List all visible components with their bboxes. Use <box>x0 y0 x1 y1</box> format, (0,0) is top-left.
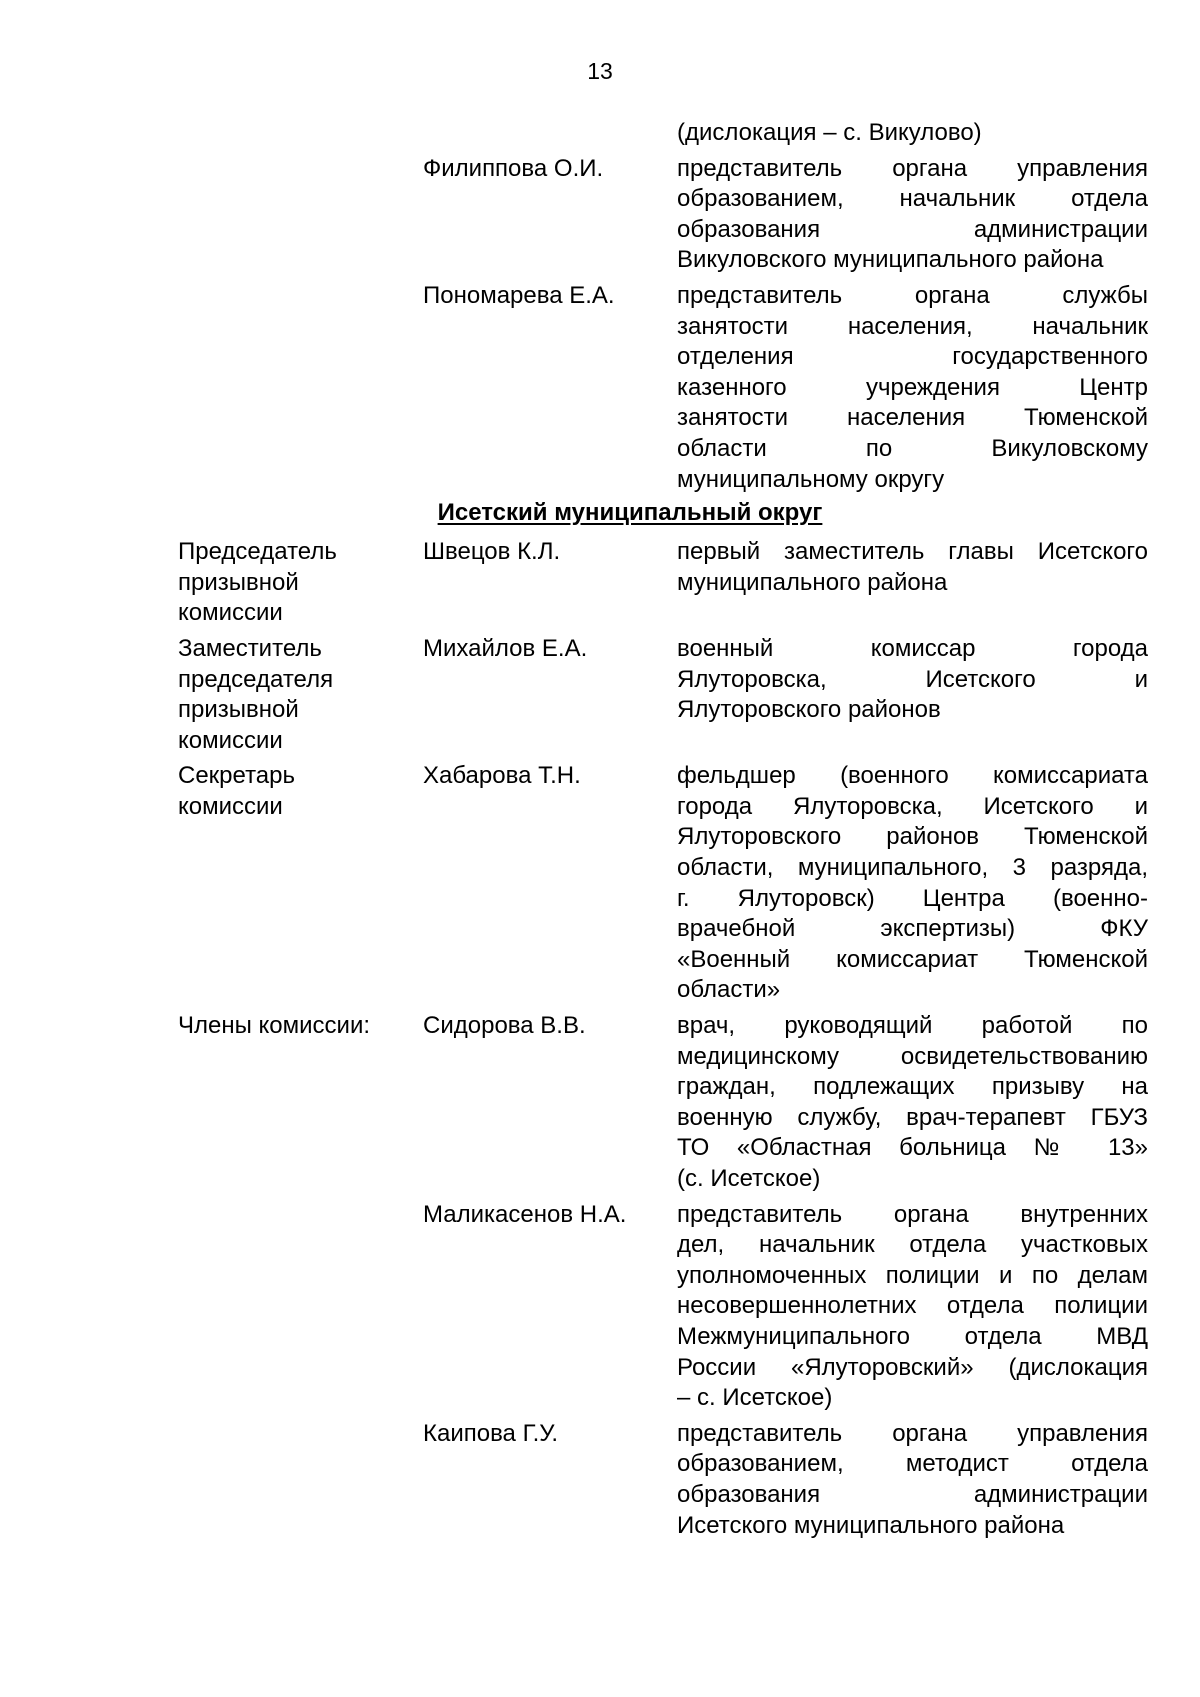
role-line: комиссии <box>178 599 283 627</box>
member-description <box>677 1200 1148 1414</box>
description-line: занятости населения, начальник <box>677 312 1148 340</box>
description-line: г. Ялуторовск) Центра (военно- <box>677 884 1148 912</box>
member-row-secretary <box>0 761 1200 1006</box>
section-title: Исетский муниципальный округ <box>437 499 823 527</box>
description-line: области» <box>677 976 781 1004</box>
description-line: Ялуторовского районов Тюменской <box>677 823 1148 851</box>
description-line: Викуловского муниципального района <box>677 246 1104 274</box>
description-line: военную службу, врач-терапевт ГБУЗ <box>677 1103 1148 1131</box>
member-description <box>677 537 1148 629</box>
description-line: образованием, методист отдела <box>677 1450 1148 1478</box>
description-line: (с. Исетское) <box>677 1165 821 1192</box>
member-row-sidorova <box>0 1011 1200 1195</box>
description-line: образования администрации <box>677 215 1148 243</box>
description-line: – с. Исетское) <box>677 1384 833 1412</box>
member-description <box>677 1419 1148 1541</box>
description-line: отделения государственного <box>677 343 1148 371</box>
page-content <box>0 118 1200 1541</box>
role-line: комиссии <box>178 792 283 820</box>
description-line: области, муниципального, 3 разряда, <box>677 854 1148 882</box>
description-line: дел, начальник отдела участковых <box>677 1231 1148 1259</box>
member-description <box>677 1011 1148 1195</box>
description-line: первый заместитель главы Исетского <box>677 538 1148 566</box>
role-line: Члены комиссии: <box>178 1012 371 1040</box>
description-line: уполномоченных полиции и по делам <box>677 1261 1148 1289</box>
member-row-kaipova <box>0 1419 1200 1541</box>
role-line: председателя <box>178 665 334 693</box>
description-line: образованием, начальник отдела <box>677 185 1148 213</box>
description-line: муниципального района <box>677 568 948 596</box>
description-line: врачебной экспертизы) ФКУ <box>677 915 1148 943</box>
description-line: Ялуторовска, Исетского и <box>677 665 1148 693</box>
role-line: Заместитель <box>178 634 322 662</box>
description-line: России «Ялуторовский» (дислокация <box>677 1353 1148 1381</box>
member-name: Маликасенов Н.А. <box>423 1200 627 1228</box>
member-description <box>677 281 1148 495</box>
member-role <box>178 634 418 756</box>
member-row-malikasenov <box>0 1200 1200 1414</box>
description-line: несовершеннолетних отдела полиции <box>677 1292 1148 1320</box>
member-description <box>677 118 1148 149</box>
member-name: Филиппова О.И. <box>423 154 604 182</box>
description-line: врач, руководящий работой по <box>677 1012 1148 1040</box>
description-line: области по Викуловскому <box>677 434 1148 462</box>
member-row-continuation <box>0 118 1200 149</box>
member-name: Пономарева Е.А. <box>423 281 615 309</box>
member-name: Швецов К.Л. <box>423 538 561 566</box>
member-row-chairman <box>0 537 1200 629</box>
description-line: занятости населения Тюменской <box>677 404 1148 432</box>
member-name: Михайлов Е.А. <box>423 634 588 662</box>
description-line: города Ялуторовска, Исетского и <box>677 792 1148 820</box>
description-line: образования администрации <box>677 1480 1148 1508</box>
description-line: ТО «Областная больница № 13» <box>677 1134 1148 1162</box>
description-line: «Военный комиссариат Тюменской <box>677 945 1148 973</box>
description-line: Ялуторовского районов <box>677 696 941 724</box>
description-line: (дислокация – с. Викулово) <box>677 119 982 146</box>
role-line: Председатель <box>178 538 337 566</box>
member-description <box>677 634 1148 756</box>
description-line: казенного учреждения Центр <box>677 373 1148 401</box>
description-line: медицинскому освидетельствованию <box>677 1042 1148 1070</box>
description-line: представитель органа управления <box>677 154 1148 182</box>
role-line: Секретарь <box>178 762 295 790</box>
description-line: Межмуниципального отдела МВД <box>677 1322 1148 1350</box>
description-line: представитель органа внутренних <box>677 1200 1148 1228</box>
member-row-deputy <box>0 634 1200 756</box>
description-line: муниципальному округу <box>677 465 945 493</box>
member-role <box>178 1011 418 1042</box>
member-role <box>178 537 418 629</box>
description-line: военный комиссар города <box>677 634 1148 662</box>
member-role <box>178 761 418 822</box>
role-line: призывной <box>178 696 299 724</box>
description-line: представитель органа управления <box>677 1419 1148 1447</box>
member-row-ponomareva <box>0 281 1200 495</box>
page-number: 13 <box>587 58 613 84</box>
description-line: фельдшер (военного комиссариата <box>677 762 1148 790</box>
member-row-filippova <box>0 154 1200 276</box>
description-line: граждан, подлежащих призыву на <box>677 1073 1148 1101</box>
role-line: комиссии <box>178 726 283 754</box>
member-name: Каипова Г.У. <box>423 1419 559 1447</box>
role-line: призывной <box>178 568 299 596</box>
member-name: Сидорова В.В. <box>423 1012 586 1040</box>
member-description <box>677 761 1148 1006</box>
description-line: Исетского муниципального района <box>677 1511 1065 1539</box>
member-description <box>677 154 1148 276</box>
description-line: представитель органа службы <box>677 281 1148 309</box>
member-name: Хабарова Т.Н. <box>423 762 581 790</box>
